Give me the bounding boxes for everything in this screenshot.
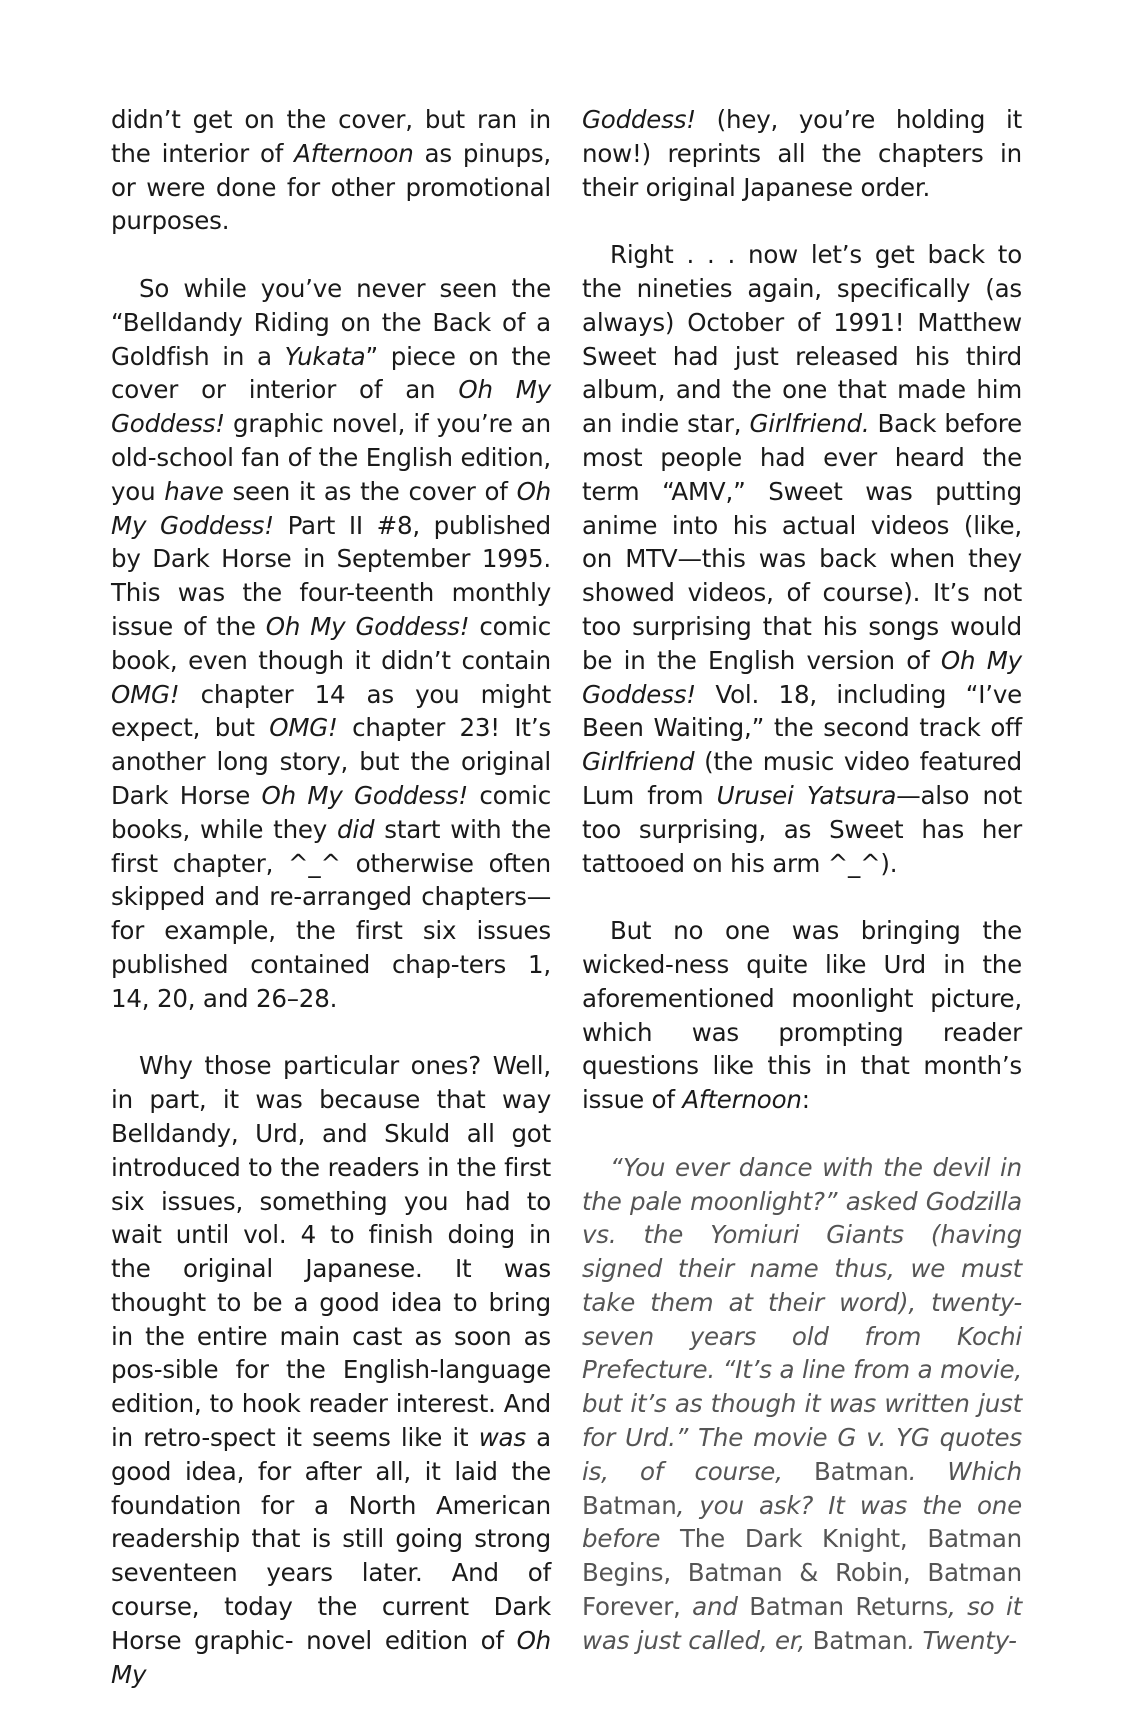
paragraph: Why those particular ones? Well, in part, it was because that way Belldandy, Urd, and Skuld all got introduced to the readers in the first six issues, something you had to wait until vol. 4 to finish doing in the original Japanese. It was thought to be a good idea to bring in the entire main cast as soon as pos-sible for the English-language edition, to hook reader interest. And in retro-spect it seems like it was a good idea, for after all, it laid the foundation for a North American readership that is still going strong seventeen years later. And of course, today the current Dark Horse graphic- novel edition of Oh My (111, 1051, 551, 1689)
emphasis-text: have (164, 476, 224, 506)
emphasis-text: Urusei Yatsura (716, 780, 897, 810)
emphasis-text: Girlfriend. (749, 409, 870, 439)
emphasis-text: Afternoon (682, 1085, 802, 1115)
emphasis-text: Oh My Goddess! (582, 645, 1022, 709)
paragraph: Right . . . now let’s get back to the nineties again, specifically (as always) October of 1991! Matthew Sweet had just released his third album, and the one that made him an indie star, Girlfriend. Back before most people had ever heard the term “AMV,” Sweet was putting anime into his actual videos (like, on MTV—this was back when they showed videos, of course). It’s not too surprising that his songs would be in the English version of Oh My Goddess! Vol. 18, including “I’ve Been Waiting,” the second track off Girlfriend (the music video featured Lum from Urusei Yatsura—also not too surprising, as Sweet has her tattooed on his arm ^_^). (582, 240, 1023, 878)
emphasis-text: Yukata (284, 341, 366, 371)
emphasis-text: Batman (812, 1625, 908, 1655)
reader-letter-quote: “You ever dance with the devil in the pale moonlight?” asked Godzilla vs. the Yomiuri Giants (having signed their name thus, we must take them at their word), twenty-seven years old from Kochi Prefecture. “It’s a line from a movie, but it’s as though it was written just for Urd.” The movie G v. YG quotes is, of course, Batman. Which Batman, you ask? It was the one before The Dark Knight, Batman Begins, Batman & Robin, Batman Forever, and Batman Returns, so it was just called, er, Batman. Twenty- (582, 1152, 1023, 1655)
emphasis-text: Oh My Goddess! (261, 780, 468, 810)
emphasis-text: The Dark Knight, Batman Begins, Batman & Robin, Batman Forever, (582, 1524, 1022, 1622)
emphasis-text: Oh My (111, 1625, 551, 1689)
paragraph: didn’t get on the cover, but ran in the interior of Afternoon as pinups, or were done for other promotional purposes. (111, 105, 552, 236)
emphasis-text: was (478, 1423, 526, 1453)
emphasis-text: OMG! (269, 713, 338, 743)
paragraph: Goddess! (hey, you’re holding it now!) reprints all the chapters in their original Japanese order. (582, 105, 1022, 202)
emphasis-text: did (337, 814, 375, 844)
emphasis-text: OMG! (111, 679, 180, 709)
emphasis-text: Batman (813, 1456, 909, 1486)
paragraph: But no one was bringing the wicked-ness quite like Urd in the aforementioned moonlight picture, which was prompting reader questions like this in that month’s issue of Afternoon: (582, 916, 1022, 1115)
right-column (582, 103, 1022, 1658)
emphasis-text: Oh My Goddess! (111, 476, 551, 540)
emphasis-text: Batman (582, 1490, 677, 1520)
emphasis-text: Oh My Goddess! (111, 375, 551, 439)
emphasis-text: Girlfriend (582, 747, 695, 777)
emphasis-text: Oh My Goddess! (265, 611, 470, 641)
emphasis-text: Afternoon (294, 138, 414, 168)
emphasis-text: Batman Returns (749, 1592, 949, 1622)
paragraph: So while you’ve never seen the “Belldandy Riding on the Back of a Goldfish in a Yukata” piece on the cover or interior of an Oh My Goddess! graphic novel, if you’re an old-school fan of the English edition, you have seen it as the cover of Oh My Goddess! Part II #8, published by Dark Horse in September 1995. This was the four-teenth monthly issue of the Oh My Goddess! comic book, even though it didn’t contain OMG! chapter 14 as you might expect, but OMG! chapter 23! It’s another long story, but the original Dark Horse Oh My Goddess! comic books, while they did start with the first chapter, ^_^ otherwise often skipped and re-arranged chapters—for example, the first six issues published contained chap-ters 1, 14, 20, and 26–28. (111, 273, 551, 1013)
left-column (111, 103, 551, 1725)
emphasis-text: Goddess! (582, 105, 696, 134)
